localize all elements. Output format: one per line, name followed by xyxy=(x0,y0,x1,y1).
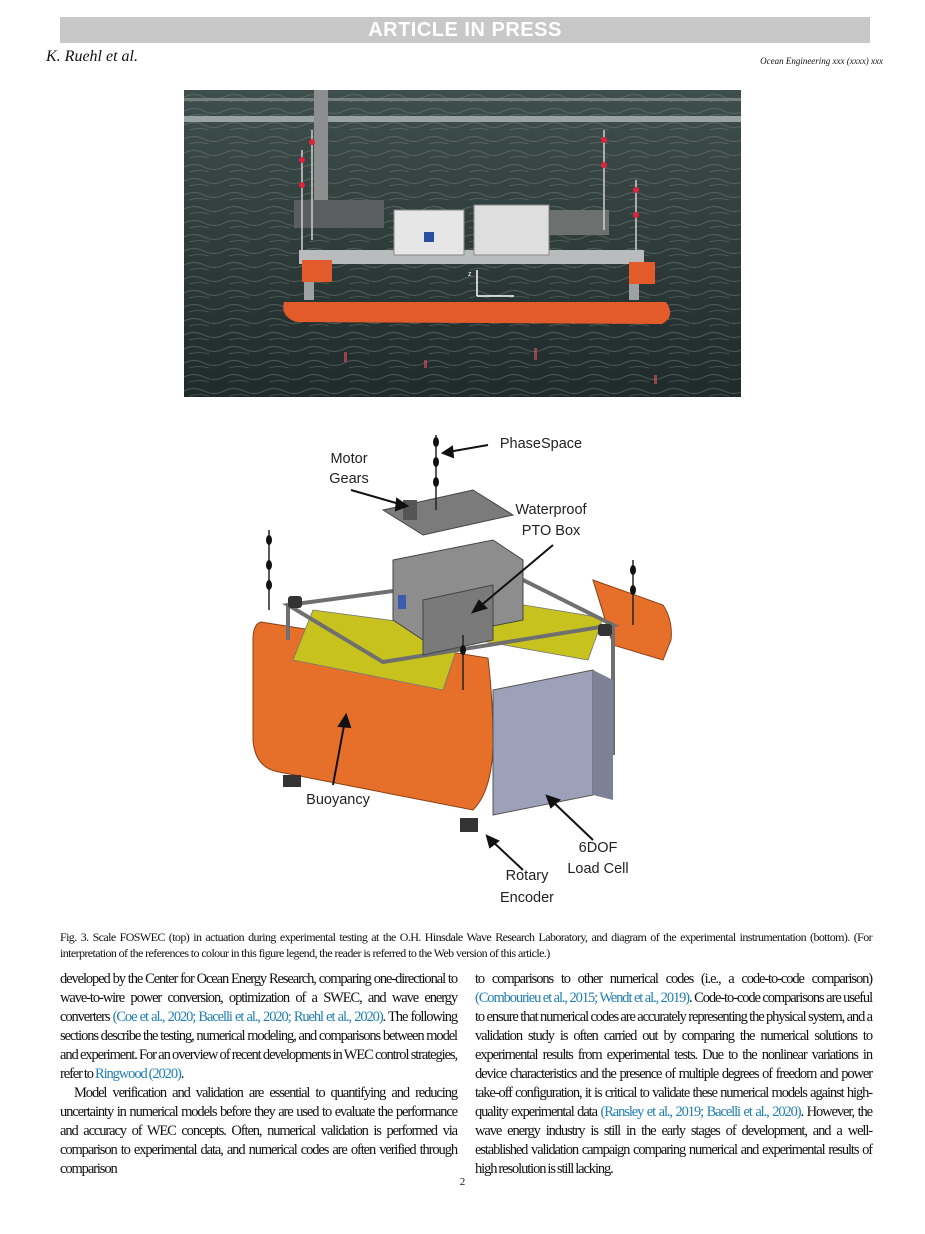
label-motor-gears-2: Gears xyxy=(329,471,369,487)
foswec-photo xyxy=(184,90,741,397)
label-phasespace: PhaseSpace xyxy=(499,436,583,452)
foswec-cad-diagram xyxy=(193,400,733,916)
page-number: 2 xyxy=(459,1176,466,1188)
photo-axis-z: z xyxy=(468,271,472,278)
right-paragraph-1: to comparisons to other numerical codes (i.e., a code-to-code comparison) (Combourieu et al., 2015; Wendt et al., 2019). Code-to-code comparisons are useful to ensure that numerical codes are accurately representing the physical system, and a validation study is often carried out by comparing the numerical solutions to experimental results from experimental tests. Due to the nonlinear variations in device characteristics and the presence of multiple degrees of freedom and power take-off configuration, it is critical to validate these numerical models against high-quality experimental data (Ransley et al., 2019; Bacelli et al., 2020). However, the wave energy industry is still in the early stages of development, and a well-established validation campaign comparing numerical and experimental results of high resolution is still lacking. xyxy=(475,971,872,1177)
right-column xyxy=(475,970,872,1179)
citation-link[interactable]: (Ransley et al., 2019; Bacelli et al., 2020) xyxy=(600,1104,801,1120)
label-encoder-1: Rotary xyxy=(505,868,549,884)
citation-link[interactable]: (Coe et al., 2020; Bacelli et al., 2020; Ruehl et al., 2020) xyxy=(112,1009,383,1025)
article-in-press-banner: ARTICLE IN PRESS xyxy=(60,17,870,43)
label-load-cell-2: Load Cell xyxy=(567,861,629,877)
running-journal: Ocean Engineering xxx (xxxx) xxx xyxy=(760,56,883,66)
label-encoder-2: Encoder xyxy=(499,890,555,906)
label-pto-box-2: PTO Box xyxy=(521,523,581,539)
running-author: K. Ruehl et al. xyxy=(46,48,138,65)
left-paragraph-2: Model verification and validation are essential to quantifying and reducing uncertainty in numerical models before they are used to evaluate the performance and accuracy of WEC concepts. Often, numerical validation is performed via comparison to experimental data, and numerical codes are often verified through comparison xyxy=(60,1085,457,1177)
citation-link[interactable]: (Combourieu et al., 2015; Wendt et al., 2019) xyxy=(475,990,690,1006)
citation-link[interactable]: Ringwood (2020) xyxy=(95,1066,181,1082)
label-load-cell-1: 6DOF xyxy=(578,840,618,856)
label-buoyancy: Buoyancy xyxy=(306,792,370,808)
left-column xyxy=(60,970,457,1179)
left-paragraph-1: developed by the Center for Ocean Energy Research, comparing one-directional to wave-to-wire power conversion, optimization of a SWEC, and wave energy converters (Coe et al., 2020; Bacelli et al., 2020; Ruehl et al., 2020). The following sections describe the testing, numerical modeling, and comparisons between model and experiment. For an overview of recent developments in WEC control strategies, refer to Ringwood (2020). xyxy=(60,971,457,1082)
figure-caption: Fig. 3. Scale FOSWEC (top) in actuation during experimental testing at the O.H. Hinsdale Wave Research Laboratory, and diagram of the experimental instrumentation (bottom). (For interpretation of the references to colour in this figure legend, the reader is referred to the Web version of this article.) xyxy=(60,930,872,960)
label-pto-box-1: Waterproof xyxy=(515,502,587,518)
label-motor-gears-1: Motor xyxy=(330,451,368,467)
body-text xyxy=(60,970,872,1179)
